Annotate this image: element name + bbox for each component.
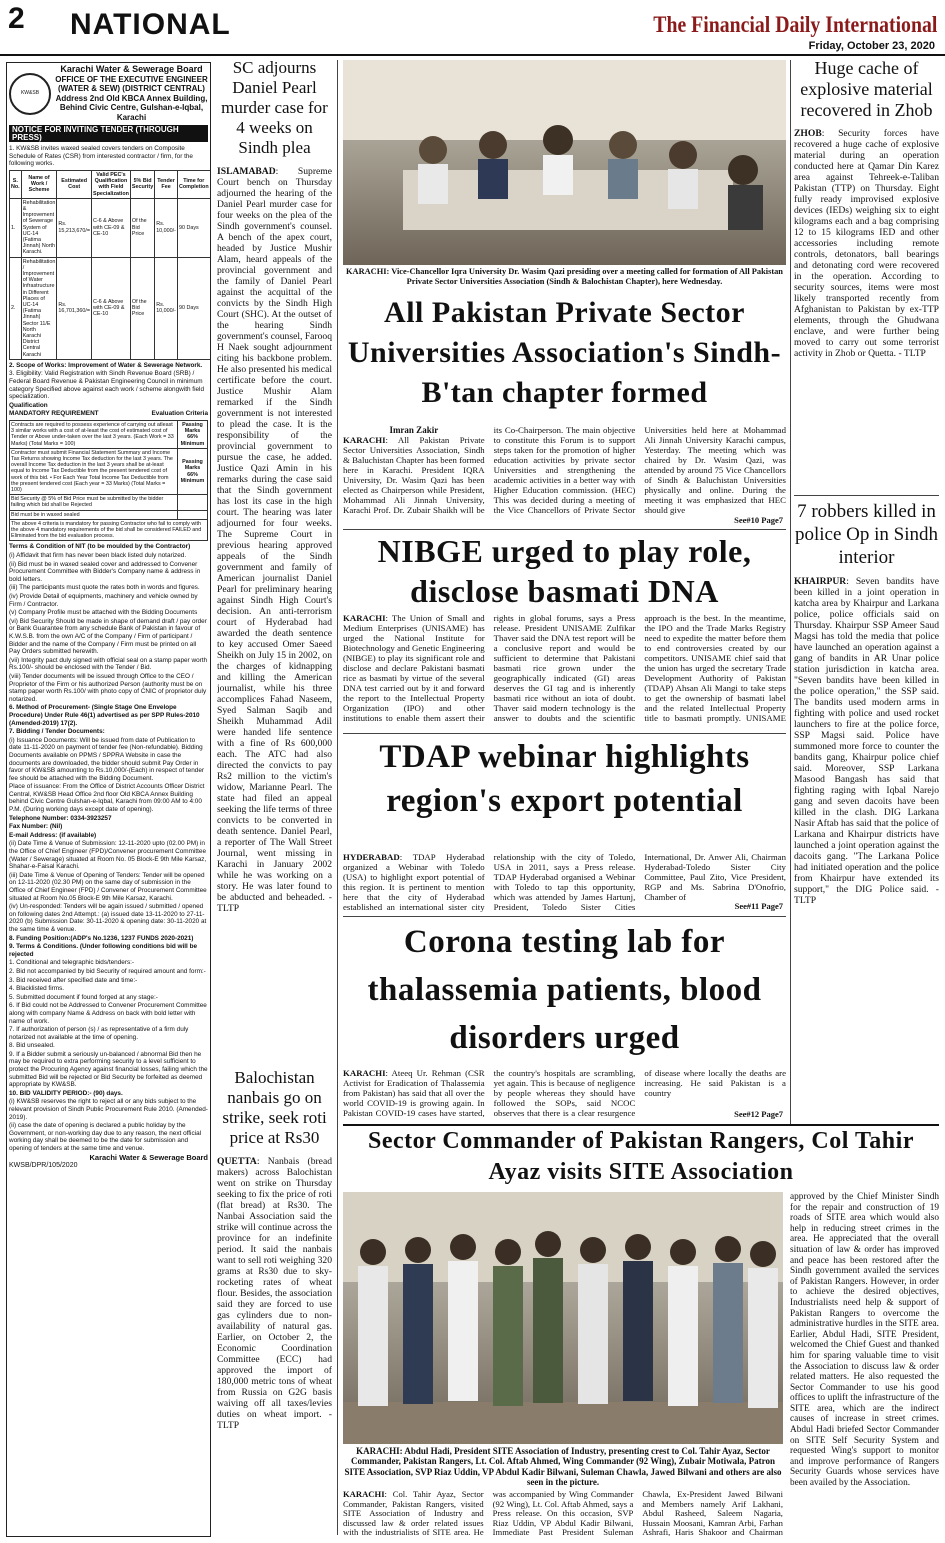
universities-photo <box>343 60 786 265</box>
zhob-story <box>794 58 939 490</box>
robbers-body: : Seven bandits have been killed in a joint operation in katcha area by Khairpur and Larkana police, police officials said on Thursday. Khairpur SSP Ameer Saud Magsi has told the media that police have launched an operation against a gang of bandits in AR Unar police station jurisdiction in katcha area. "Seven bandits have been killed in the police operation," the SSP said. The bandits used modern arms in fighting with police and used rocket launchers to fire at the police force, SSP Magsi said. Police have summoned more force to counter the bandits gang, Khairpur police chief said. Moreover, SSP Larkana Masood Bangash has said that fighting raging with Iqbal Narejo gang and seven dacoits have been killed in the clash. DIG Larkana Nasir Aftab has said that the police of Larkana and Khairpur districts have launched a joint operation against the dacoits gang. "The Larkana Police had initiated operation and the police from Khairpur have extended its support," the DIG Police said. - TLTP <box>794 576 939 906</box>
daniel-headline: SC adjourns Daniel Pearl murder case for 4 weeks on Sindh plea <box>221 58 328 157</box>
tender-notice-title: NOTICE FOR INVITING TENDER (THROUGH PRESS) <box>9 125 208 142</box>
qualification-title: Qualification <box>9 401 48 409</box>
list-item: (v) Company Profile must be attached with the Bidding Documents <box>9 609 198 617</box>
mandatory-label: MANDATORY REQUIREMENT <box>9 410 99 418</box>
story-divider <box>343 529 786 530</box>
list-item: (i) Affidavit that firm has never been black listed duly notarized. <box>9 552 187 560</box>
tender-scope: 2. Scope of Works: Improvement of Water & Sewerage Network. <box>9 361 203 369</box>
terms-title: Terms & Condition of NIT (to be moulded by the Contractor) <box>9 543 191 551</box>
holiday-info: (ii) case the date of opening is declared a public holiday by the Government, or non-working day due to any reason, the next official working day shall be deemed to be the date for submission and opening of tenders at the same time and venue. <box>9 1122 202 1152</box>
daniel-body: : Supreme Court bench on Thursday adjourned the hearing of the Daniel Pearl murder case for four weeks on the plea of the Sindh government's counsel. A bench of the apex court, headed by Justice Mushir Alam, heard appeals of the provincial government and the family of Daniel Pearl against the acquittal of the convicts by the Sindh High Court (SHC). At the outset of the hearing Sindh government's counsel, Farooq H Naek sought adjournment citing his backbone problem. He also presented his medical certificate before the court. Justice Mushir Alam remarked if the Sindh government is not interested to plead the case. It is the responsibility of the provincial government to pursue the case, he added. Justice Qazi Amin in his remarks during the case said that the Sindh government has lost its case in the high court. The hearing was later adjourned for four weeks. The Supreme Court in previous hearing approved appeals of the Sindh government and family of American journalist Daniel Pearl for preliminary hearing against Sindh High Court's decision. An anti-terrorism court of Hyderabad had awarded the death sentence to key accused Omer Saeed Sheikh on July 15 in 2002, on the charges of kidnapping and killing the American journalist, while his three accomplices Fahad Naseem, Syed Salman Saqib and Sheikh Muhammad Adil were handed life sentence with a fine of Rs 600,000 each. The ATC had also directed the convicts to pay Rs2 million to the victim's widow, Marianne Pearl. The state had filed an appeal seeking the life terms of three convicts to be converted in death sentence. Daniel Pearl, a reporter of The Wall Street Journal, went missing in Karachi in January 2002 while he was working on a story. He was later found to be abducted and beheaded. - TLTP <box>217 166 332 914</box>
rangers-text: : Col. Tahir Ayaz, Sector Commander, Pakistan Rangers, visited SITE Association of Industry and discussed law & order related issues with the industrialists of SITE area. He was accompanied by Wing Commander (92 Wing), Lt. Col. Aftab Ahmed, says a Press release. On this occasion, SVP Riaz Uddin, VP Abdul Kadir Bilwani, Immediate Past President Suleman Chawla, Ex-President Jawed Bilwani and Members namely Arif Lakhani, Abdul Rasheed, Saleem Nagaria, Hussain Moosani, Kamran Arbi, Farhan Ashrafi, Haris Shakoor and Chairman <box>343 1490 783 1538</box>
nibge-text: : The Union of Small and Medium Enterprises (UNISAME) has urged the National Institute for Biotechnology and Genetic Engineering (NIBGE) to play its significant role and disclose and declare Pakistani basmati rice as basmati by virtue of the several DNA test carried out by it and forward the report to the Intellectual Property Organization (IPO) and other institutions to enable them assert their rights in global forums, says a Press release. President UNISAME Zulfikar Thaver said the DNA test report will be a conclusive report and would be sufficient to determine that Pakistani basmati rice grown under the geographically indicated (GI) areas deserves the GI tag and is inherently basmati rice without an iota of doubt. Thaver said modern technology is the answer to doubts and the scientific approach is the best. In the meantime, the IPO and the Trade Marks Registry need to expedite the matter before them to end controversies created by our competitors. UNISAME chief said that the union has urged the secretary Trade Development Authority of Pakistan (TDAP) Ahsan Ali Mangi to take steps to get the ownership of basmati label and the related Intellectual Property title to basmati promptly. UNISAME <box>343 613 786 723</box>
rangers-photo <box>343 1192 783 1444</box>
tdap-text: : TDAP Hyderabad organized a Webinar with Toledo (USA) to highlight export potential of this region. It is pertinent to mention here that the city of Hyderabad established an international sister city relationship with the city of Toledo, USA in 2011, says a Press release. TDAP Hyderabad organised a Webinar with Toledo to tap this opportunity, which was attended by James Hartunj, President, Toledo Sister Cities International, Dr. Anwer Ali, Chairman Hyderabad-Toledo Sister City Committee, Paul Zito, Vice President, RGP and Ms. Sabrina D'Onofrio, Chamber of <box>343 852 786 912</box>
tender-ref: KWSB/DPR/105/2020 <box>9 1162 78 1170</box>
fax-value: (Nil) <box>49 823 63 831</box>
list-item: (vii) Integrity pact duly signed with official seal on a stamp paper worth Rs.100/- should be enclosed with the Tender / Bid. <box>9 656 208 672</box>
zhob-body: : Security forces have recovered a huge cache of explosive material during an operation conducted here at Qamar Din Karez area against Tehreek-e-Taliban Pakistan (TTP) on Thursday. Eight fully ready improvised explosive devices (IEDs) weighing six to eight kilograms each and a bag comprising 12 to 15 kilograms IED and other accessories including remote controls, detonators, ball bearings and detonating cord were recovered in the operation. According to security sources, items were most likely transported recently from Afghanistan to Pakistan by ex-TTP elements, through the Ghudwana enclave, and were further being moved to carry out some terrorist activity in Zhob or Quetta. - TLTP <box>794 128 939 359</box>
zhob-headline: Huge cache of explosive material recovered in Zhob <box>800 58 933 120</box>
robbers-story <box>794 500 939 1122</box>
nanbai-story <box>217 1068 332 1538</box>
unresponded-info: (iv) Un-responded: Tenders will be again issued / submitted / opened on following dates 2nd Attempt.: (a) issued date 13-11-2020 to 27-11-2020 (b) Submission Date: 30-11-2020 & opening date: 30-11-2020 at the same time & venue. <box>9 903 207 933</box>
tender-intro: 1. KW&SB invites waxed sealed covers tenders on Composite Schedule of Rates (CSR) from interested contractor / firm, for the following works. <box>9 145 193 168</box>
universities-dateline: KARACHI <box>343 435 386 445</box>
issue-date: Friday, October 23, 2020 <box>808 40 935 52</box>
funding-info: 8. Funding Position:(ADP's No.1236, 1237 FUNDS 2020-2021) <box>9 934 194 942</box>
corona-text: : Ateeq Ur. Rehman (CSR Activist for Eradication of Thalassemia from Pakistan) has said that all over the world COVID-19 is growing again. In Pakistan COVID-19 cases have started, the country's hospitals are scrambling, yet again. This is because of negligence by people whereas they should have followed the SOPs, said NCOC observes that there is a clear resurgence of disease where locally the deaths are increasing. He said Pakistan is a country <box>343 1068 786 1118</box>
rangers-headline: Sector Commander of Pakistan Rangers, Col Tahir Ayaz visits SITE Association <box>368 1128 914 1185</box>
robbers-headline: 7 robbers killed in police Op in Sindh interior <box>794 501 939 568</box>
newspaper-name: The Financial Daily International <box>652 12 937 37</box>
submission-info: (ii) Date Time & Venue of Submission: 12-11-2020 upto (02.00 PM) in the Office of Chief Engineer (FPD)/Convener procurement Committee (Water / Sewerage) situated at Room No. 05 Block-E 9th Mile Karsaz, Shahar-e-Faisal Karachi. <box>9 840 207 871</box>
telephone-value: 0334-3923257 <box>70 814 112 822</box>
table-row: Contractor must submit Financial Statement Summary and Income Tax Returns showing Income Tax deduction for the last 3 years. The overall Income Tax deduction in the last 3 years shall be at-least equal to Income Tax Deductible from the present tendered cost of work of this bid. • For Each Year Total Income Tax Deductible from the present tendered cost (Each year = 33 Marks) (Total Marks = 100) Passing Marks 66% Minimum <box>10 448 208 494</box>
criteria-table <box>9 420 208 541</box>
tdap-continued: See#11 Page7 <box>734 901 783 911</box>
tender-eligibility: 3. Eligibility: Valid Registration with Sindh Revenue Board (SRB) / Federal Board Revenue & Pakistan Engineering Council in minimum category Specified above against each work / scheme alongwith field specialization. <box>9 370 205 401</box>
list-item: 1. Conditional and telegraphic bids/tenders:- <box>9 959 135 967</box>
nanbai-headline: Balochistan nanbais go on strike, seek roti price at Rs30 <box>222 1068 327 1147</box>
nanbai-body: : Nanbais (bread makers) across Balochistan went on strike on Thursday seeking to fix the price of roti (flat bread) at Rs30. The Nanbai Association said the strike will continue across the province for an indefinite period. It said the nanbais want to sell roti weighing 320 grams at Rs30 due to sky-rocketing rates of wheat flour. Besides, the association said they are forced to use gas cylinders due to non-availability of natural gas. Earlier, on October 2, the Economic Coordination Committee (ECC) had approved the import of 180,000 metric tons of wheat from Russia on G2G basis waiving off all taxes/levies duties on wheat import. - TLTP <box>217 1156 332 1431</box>
list-item: 9. If a Bidder submit a seriously un-balanced / abnormal Bid then he may be required to extra performing security to a level sufficient to protect the Procuring Agency against financial losses, failing which the submitted Bid will be rejected or Bid Security be forfeited as deemed appropriate by KW&SB. <box>9 1050 208 1089</box>
bidding-title: 7. Bidding / Tender Documents: <box>9 728 105 736</box>
column-divider <box>790 60 791 1125</box>
list-item: 5. Submitted document if found forged at any stage:- <box>9 993 158 1001</box>
email-label: E-mail Address: <box>9 831 58 839</box>
universities-text: : All Pakistan Private Sector Universities Association, Sindh & Baluchistan Chapter has been formed here in Karachi. President IQRA University, Dr. Wasim Qazi has been elected as Chairperson while President, Mohammad Ali Jinnah University, Karachi Prof. Dr. Zubair Shaikh will be its Co-Chairperson. The main objective to constitute this Forum is to support steps taken for the promotion of higher education activities by private sector Universities and strengthening the academic activities in a better way with Higher Education commission. (HEC) This was decided during a meeting of the Vice Chancellors of Private Sector Universities held here at Mohammad Ali Jinnah University Karachi campus, Yesterday. The meeting which was chaired by Dr. Wasim Qazi, was attended by around 75 Vice Chancellors of Sindh & Baluchistan Universities physically and online. During the meeting it was emphasized that HEC should give <box>343 425 786 515</box>
evaluation-label: Evaluation Criteria <box>151 410 208 418</box>
rights-info: (i) KW&SB reserves the right to reject all or any bids subject to the relevant provision of Sindh Public Procurement Rule 2010. (Amended-2019). <box>9 1098 208 1121</box>
list-item: (viii) Tender documents will be issued through Office to the CEO / Proprietor of the Firm or his authorized Person (authority must be on stamp paper worth Rs.100/ with photo copy of CNIC of proprietor duly notarized. <box>9 672 207 703</box>
list-item: 3. Bid received after specified date and time:- <box>9 976 138 984</box>
list-item: 8. Bid unsealed. <box>9 1042 55 1050</box>
rangers-body <box>343 1490 783 1540</box>
table-row: Bid Security @ 5% of Bid Price must be submitted by the bidder failing which bid shall be Rejected <box>10 495 208 510</box>
list-item: (iv) Provide Detail of equipments, machinery and vehicle owned by Firm / Contractor. <box>9 593 198 608</box>
list-item: (vi) Bid Security Should be made in shape of demand draft / pay order or Bank Guarantee from any schedule Bank of Pakistan in favour of K.W.S.B. from the own A/C of the Company / Firm of participant / Bidder and the name of the Company / Firm must be printed on all Pay Orders submitted herewith. <box>9 617 207 656</box>
table-row: 1. Rehabilitation & Improvement of Sewerage System of UC-14 (Fatima Jinnah) North Karachi. Rs. 15,213,670/= C-6 & Above with CE-09 & CE-10 Of the Bid Price Rs. 10,000/- 90 Days <box>10 198 211 257</box>
universities-body <box>343 425 786 525</box>
daniel-dateline: ISLAMABAD <box>217 166 276 177</box>
table-row: Bid must be in waxed sealed <box>10 510 208 519</box>
zhob-dateline: ZHOB <box>794 128 822 139</box>
list-item: (ii) Bid must be in waxed sealed cover and addressed to Convener Procurement Committee with Bidder's Company name & address in bold letters. <box>9 560 201 583</box>
daniel-pearl-story <box>217 58 332 1058</box>
corona-dateline: KARACHI <box>343 1068 386 1078</box>
story-divider <box>343 916 786 917</box>
tender-signature: Karachi Water & Sewerage Board <box>89 1152 208 1162</box>
masthead-rule <box>0 54 945 56</box>
table-row: The above 4 criteria is mandatory for passing Contractor who fail to comply with the above 4 mandatory requirements of the bid shall be considered FAILED and Eliminated from the bid evaluation process. <box>10 519 208 541</box>
table-row: Contracts are required to possess experience of carrying out atleast 3 similar works with a cost of at-least the cost of estimated cost of Tender or Above under-taken over the last 3 years. (Each Work = 33 Marks) (Total Marks = 100) Passing Marks 66% Minimum <box>10 421 208 449</box>
opening-info: (iii) Date Time & Venue of Opening of Tenders: Tender will be opened on 12-11-2020 (02.30 PM) on the same day of submission in the Office of Chief Engineer (FPD) / Convener of Procurement Committee situated at Room No.05 Block-E 9th Mile Karsaz, Karachi. <box>9 871 207 902</box>
section-title: NATIONAL <box>70 8 231 41</box>
nanbai-dateline: QUETTA <box>217 1156 257 1167</box>
page-number: 2 <box>8 2 25 35</box>
list-item: (iii) The participants must quote the rates both in words and figures. <box>9 584 200 592</box>
email-value: (if available) <box>59 831 97 839</box>
story-divider <box>343 733 786 734</box>
story-divider <box>794 495 939 496</box>
column-divider <box>337 60 338 1535</box>
nibge-headline: NIBGE urged to play role, disclose basmati DNA <box>377 533 752 609</box>
tender-table: S. No. Name of Work / Scheme Estimated Cost Valid PEC's Qualification with Field Specialization 5% Bid Security Tender Fee Time for Completion 1. Rehabilitation & Improvement of Sewerage System of UC-14 (Fatima Jinnah) North Karachi. Rs. 15,213,670/= C-6 & Above with CE-09 & CE-10 Of the Bid Price Rs. 10,000/- 90 Days 2. Rehabilitation / Improvement of Water Infrastructure in Different Places of UC-14 (Fatima Jinnah) Sector 11/E North Karachi District Central Karachi Rs. 16,701,360/= C-6 & Above with CE-09 & CE-10 Of the Bid Price Rs. 10,000/- 90 Days <box>11 171 209 358</box>
universities-caption: KARACHI: Vice-Chancellor Iqra University Dr. Wasim Qazi presiding over a meeting called for formation of All Pakistan Private Sector Universities Association (Sindh & Balochistan Chapter), here Wednesday. <box>346 267 783 286</box>
tdap-dateline: HYDERABAD <box>343 852 400 862</box>
list-item: 7. If authorization of person (s) / as representative of a firm duly notarized not available at the time of opening. <box>9 1026 189 1041</box>
robbers-dateline: KHAIRPUR <box>794 576 847 587</box>
meeting-photo-illustration <box>343 60 786 265</box>
corona-continued: See#12 Page7 <box>734 1109 783 1119</box>
rangers-right-body: approved by the Chief Minister Sindh for the repair and construction of 19 roads of SITE area which would also help in reducing street crimes in the area. He appreciated that the overall situation of law & order has improved and peace has been restored after the Sindh government availed the services of Pakistan Rangers. However, in order to achieve the desired objectives, Industrialists need help & support of Pakistan Rangers to overcome the administrative hurdles in the SITE area. Earlier, Abdul Hadi, SITE President, welcomed the Chief Guest and thanked him for sparing valuable time to visit the Association to discuss law & order related matters. He also requested the Sector Commander to use his good offices to uplift the infrastructure of the SITE area, which are the indirect causes of increase in street crimes. Abdul Hadi briefed Sector Commander on SITE Self Security System and requested Wing's support to monitor and improve performance of Rangers Security Guards whose services have been availed by the Association. <box>790 1192 939 1489</box>
list-item: 4. Blacklisted firms. <box>9 985 65 993</box>
nibge-body <box>343 613 786 731</box>
universities-headline: All Pakistan Private Sector Universities Association's Sindh-B'tan chapter formed <box>347 296 782 409</box>
rangers-dateline: KARACHI <box>343 1490 385 1499</box>
tdap-headline: TDAP webinar highlights region's export potential <box>379 739 750 819</box>
universities-byline: Imran Zakir <box>389 425 439 435</box>
tender-notice <box>6 62 211 1537</box>
bid-validity: 10. BID VALIDITY PERIOD:- (90) days. <box>9 1089 123 1097</box>
method-procurement: 6. Method of Procurement- (Single Stage One Envelope Procedure) Under Rule 46(1) advertised as per SPP Rules-2010 (Amended-2019) 17(2). <box>9 704 200 727</box>
place-issuance: Place of issuance: From the Office of District Accounts Officer District Central, KW&SB Head Office 2nd floor Old KBCA Annex Building behind Civic Centre Gulshan-e-Iqbal, Karachi from 09:00 AM to 4:00 P.M. (During working days except date of opening). <box>9 783 205 814</box>
rangers-caption: KARACHI: Abdul Hadi, President SITE Association of Industry, presenting crest to Col. Tahir Ayaz, Sector Commander, Pakistan Rangers, Lt. Col. Aftab Ahmed, Wing Commander (92 Wing), Zubair Motiwala, Patron SITE Association, SVP Riaz Uddin, VP Abdul Kadir Bilwani, Suleman Chawla, Jawed Bilwani and others are also seen in the picture. <box>344 1446 782 1487</box>
nibge-dateline: KARACHI <box>343 613 386 623</box>
fax-label: Fax Number: <box>9 823 49 831</box>
issuance-docs: (i) Issuance Documents: Will be issued from date of Publication to date 11-11-2020 on payment of tender fee (Non-refundable). Bidding Documents available on PPMS / SPPRA Website in case the documents are downloaded, the bidder should submit Pay Order in favor of KW&SB amounting to Rs.10,000/-(Each) in respect of tender fee should be attached with the Bidding Document. <box>9 736 205 782</box>
tender-org: Karachi Water & Sewerage Board OFFICE OF THE EXECUTIVE ENGINEER (WATER & SEW) (DISTRICT CENTRAL) Address 2nd Old KBCA Annex Building, Behind Civic Centre, Gulshan-e-Iqbal, Karachi <box>55 64 208 122</box>
table-row: 2. Rehabilitation / Improvement of Water Infrastructure in Different Places of UC-14 (Fatima Jinnah) Sector 11/E North Karachi District Central Karachi Rs. 16,701,360/= C-6 & Above with CE-09 & CE-10 Of the Bid Price Rs. 10,000/- 90 Days <box>10 257 211 359</box>
group-photo-illustration <box>343 1192 783 1444</box>
list-item: 6. If Bid could not be Addressed to Convener Procurement Committee along with company Name & Address on back with bold letter with name of work. <box>9 1002 207 1025</box>
telephone-label: Telephone Number: <box>9 814 69 822</box>
list-item: 2. Bid not accompanied by bid Security of required amount and form:- <box>9 967 206 975</box>
terms2-title: 9. Terms & Conditions. (Under following conditions bid will be rejected <box>9 943 198 958</box>
kwsb-logo-icon: KW&SB <box>9 73 51 115</box>
corona-headline: Corona testing lab for thalassemia patients, blood disorders urged <box>367 924 762 1056</box>
universities-continued: See#10 Page7 <box>734 515 783 525</box>
